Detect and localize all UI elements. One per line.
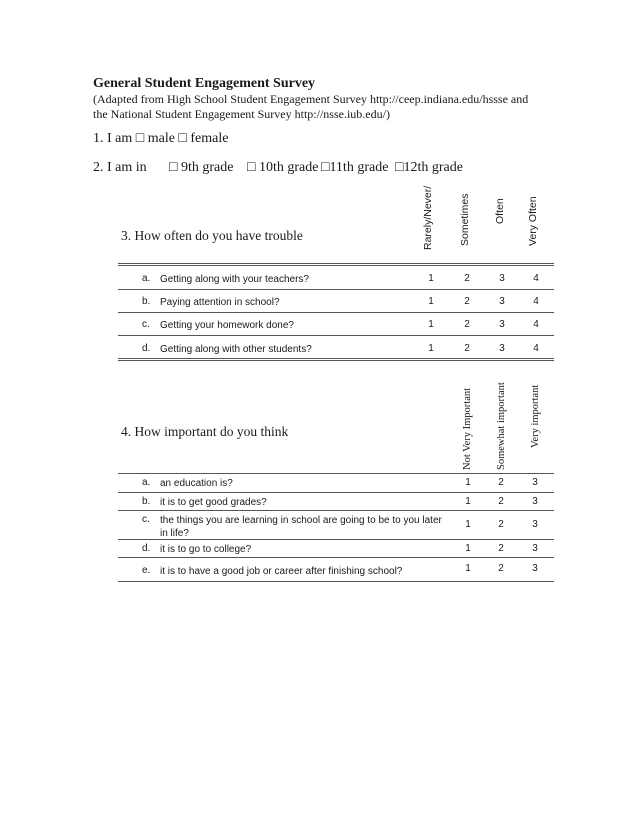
rating-option[interactable]: 2	[464, 296, 470, 307]
rating-option[interactable]: 1	[428, 319, 434, 330]
rating-option[interactable]: 3	[499, 296, 505, 307]
q3-column-sometimes: Sometimes	[459, 193, 471, 246]
q4-column-somewhat-important: Somewhat important	[496, 382, 507, 470]
grade-option-11[interactable]: □11th grade	[321, 160, 389, 175]
rating-option[interactable]: 4	[533, 343, 539, 354]
row-divider	[118, 312, 554, 313]
rating-option[interactable]: 1	[465, 496, 471, 507]
rating-option[interactable]: 4	[533, 273, 539, 284]
row-letter: d.	[142, 343, 151, 354]
q4-column-not-very-important: Not Very Important	[462, 387, 473, 470]
rating-option[interactable]: 1	[465, 543, 471, 554]
row-letter: d.	[142, 543, 151, 554]
q3-table-bottom-rule	[118, 358, 554, 361]
rating-option[interactable]: 1	[465, 477, 471, 488]
rating-option[interactable]: 2	[498, 563, 504, 574]
q4-table-bottom-rule	[118, 581, 554, 582]
row-question: it is to go to college?	[160, 544, 252, 555]
rating-option[interactable]: 2	[498, 519, 504, 530]
question-3-heading: 3. How often do you have trouble	[121, 228, 303, 243]
q4-column-very-important: Very important	[530, 384, 541, 448]
row-divider	[118, 289, 554, 290]
grade-option-9[interactable]: □ 9th grade	[169, 160, 234, 175]
rating-option[interactable]: 3	[532, 543, 538, 554]
row-letter: b.	[142, 296, 151, 307]
row-question: it is to have a good job or career after finishing school?	[160, 566, 403, 577]
question-4-heading: 4. How important do you think	[121, 424, 289, 439]
row-question: an education is?	[160, 478, 233, 489]
rating-option[interactable]: 4	[533, 296, 539, 307]
survey-title: General Student Engagement Survey	[93, 76, 316, 91]
row-question: it is to get good grades?	[160, 497, 267, 508]
row-letter: c.	[142, 319, 150, 330]
rating-option[interactable]: 3	[532, 496, 538, 507]
rating-option[interactable]: 3	[499, 343, 505, 354]
question-1-gender[interactable]: 1. I am □ male □ female	[93, 131, 229, 146]
row-divider	[118, 557, 554, 558]
rating-option[interactable]: 2	[464, 319, 470, 330]
question-2-grade	[93, 160, 493, 178]
rating-option[interactable]: 1	[428, 343, 434, 354]
grade-option-10[interactable]: □ 10th grade	[247, 160, 319, 175]
rating-option[interactable]: 3	[499, 319, 505, 330]
rating-option[interactable]: 3	[532, 563, 538, 574]
rating-option[interactable]: 3	[499, 273, 505, 284]
row-divider	[118, 510, 554, 511]
grade-option-12[interactable]: □12th grade	[395, 160, 463, 175]
row-letter: e.	[142, 565, 151, 576]
row-question: the things you are learning in school are going to be to you later in life?	[160, 515, 442, 539]
rating-option[interactable]: 4	[533, 319, 539, 330]
q3-column-very-often: Very Often	[527, 196, 539, 246]
rating-option[interactable]: 1	[428, 273, 434, 284]
rating-option[interactable]: 2	[498, 477, 504, 488]
row-question: Getting along with your teachers?	[160, 274, 309, 285]
q3-column-rarely: Rarely/Never/	[422, 185, 434, 250]
row-letter: c.	[142, 514, 150, 525]
rating-option[interactable]: 2	[498, 543, 504, 554]
row-question: Getting your homework done?	[160, 320, 294, 331]
rating-option[interactable]: 1	[428, 296, 434, 307]
row-divider	[118, 335, 554, 336]
rating-option[interactable]: 3	[532, 519, 538, 530]
row-question: Getting along with other students?	[160, 344, 312, 355]
question-2-label: 2. I am in	[93, 160, 147, 175]
row-divider	[118, 492, 554, 493]
row-letter: b.	[142, 496, 151, 507]
survey-subtitle: (Adapted from High School Student Engagement Survey http://ceep.indiana.edu/hssse and the National Student Engagement Survey http://nsse.iub.edu/)	[93, 92, 529, 121]
row-letter: a.	[142, 477, 151, 488]
rating-option[interactable]: 2	[464, 343, 470, 354]
rating-option[interactable]: 3	[532, 477, 538, 488]
table-row	[118, 514, 554, 540]
rating-option[interactable]: 2	[498, 496, 504, 507]
q3-column-often: Often	[494, 198, 506, 224]
rating-option[interactable]: 1	[465, 563, 471, 574]
row-letter: a.	[142, 273, 151, 284]
row-question: Paying attention in school?	[160, 297, 280, 308]
q4-table-top-rule	[118, 473, 554, 474]
q3-table-top-rule	[118, 263, 554, 266]
rating-option[interactable]: 2	[464, 273, 470, 284]
rating-option[interactable]: 1	[465, 519, 471, 530]
row-divider	[118, 539, 554, 540]
